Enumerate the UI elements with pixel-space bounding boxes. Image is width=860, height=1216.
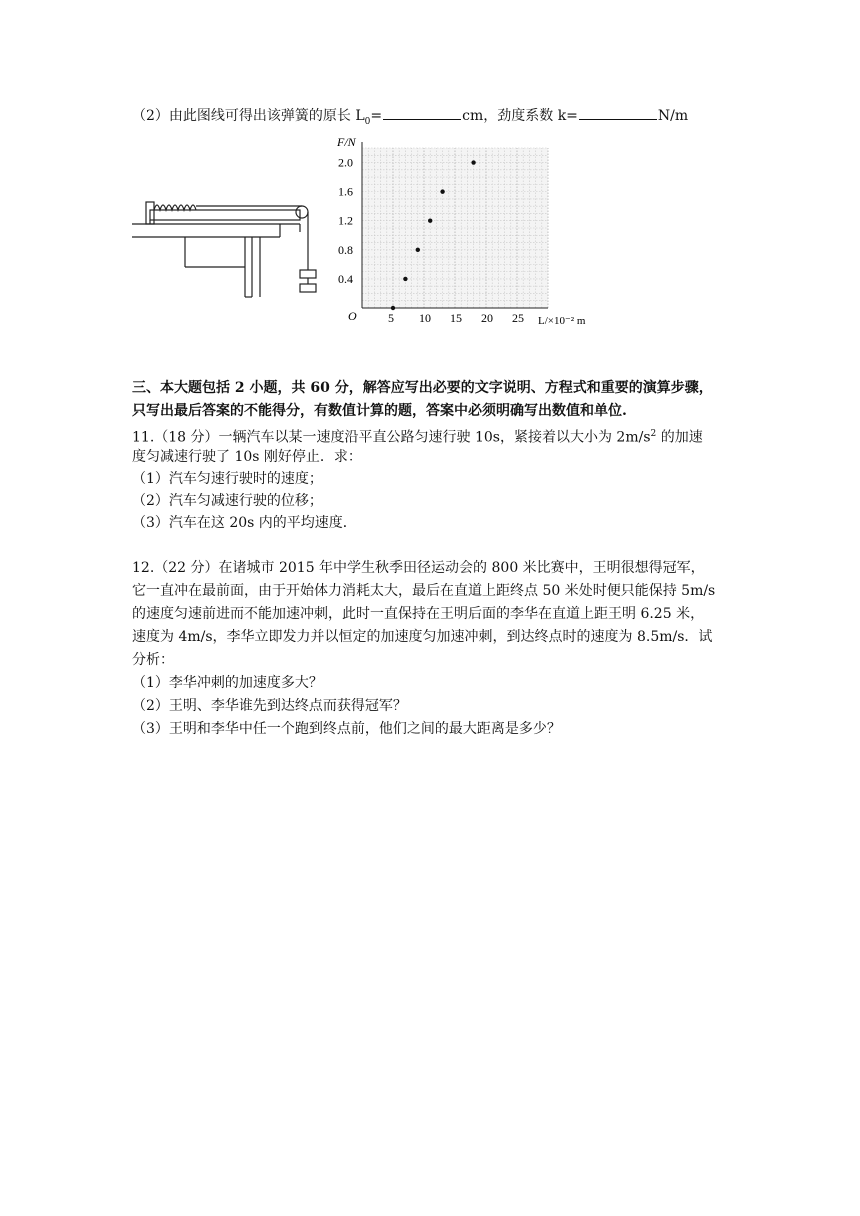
data-point	[416, 248, 420, 252]
y-axis-label: F/N	[337, 135, 356, 149]
q11-part1: （1）汽车匀速行驶时的速度；	[132, 471, 323, 487]
x-tick-labels	[388, 311, 524, 325]
q11-part2: （2）汽车匀减速行驶的位移；	[132, 493, 323, 509]
y-tick-label: 1.2	[338, 213, 353, 228]
y-tick-label: 1.6	[338, 184, 353, 199]
answer-blank-k	[579, 107, 657, 120]
q12-part3: （3）王明和李华中任一个跑到终点前，他们之间的最大距离是多少？	[132, 721, 561, 737]
spring-apparatus-drawing	[132, 202, 316, 297]
force-length-graph	[336, 135, 586, 327]
spring-experiment-figure	[130, 132, 600, 332]
x-tick-label: 5	[388, 311, 394, 325]
q12-line5: 分析：	[132, 652, 174, 668]
section3-heading-line2: 只写出最后答案的不能得分，有数值计算的题，答案中必须明确写出数值和单位.	[132, 403, 627, 419]
q10-part2-mid: cm，劲度系数 k=	[462, 108, 578, 124]
x-tick-label: 10	[419, 311, 431, 325]
data-point	[428, 219, 432, 223]
q10-part2-suffix: N/m	[657, 108, 689, 124]
section3-heading-line1: 三、本大题包括 2 小题，共 60 分，解答应写出必要的文字说明、方程式和重要的演算步骤，	[132, 380, 713, 396]
q12-part1: （1）李华冲刺的加速度多大？	[132, 675, 323, 691]
q12-line1: 12.（22 分）在诸城市 2015 年中学生秋季田径运动会的 800 米比赛中，王明很想得冠军，	[132, 560, 705, 576]
q10-part2-prefix: （2）由此图线可得出该弹簧的原长 L	[132, 108, 365, 124]
data-point	[471, 160, 475, 164]
y-tick-label: 2.0	[338, 155, 353, 170]
q12-line3: 的速度匀速前进而不能加速冲刺，此时一直保持在王明后面的李华在直道上距王明 6.25 米，	[132, 606, 705, 622]
q10-part2-equals: =	[370, 108, 383, 124]
data-point	[440, 189, 444, 193]
data-point	[391, 306, 395, 310]
x-axis-label: L/×10⁻² m	[538, 315, 586, 327]
y-tick-label: 0.8	[338, 242, 353, 257]
q11-text-b: 的加速	[656, 429, 703, 446]
q10-part2-subscript: 0	[364, 116, 371, 127]
q11-text-a: 11.（18 分）一辆汽车以某一速度沿平直公路匀速行驶 10s，紧接着以大小为 2m/s	[132, 429, 651, 446]
x-tick-label: 25	[512, 311, 524, 325]
q11-line1	[132, 424, 703, 448]
q11-line2: 度匀减速行驶了 10s 刚好停止．求：	[132, 449, 362, 465]
q11-part3: （3）汽车在这 20s 内的平均速度．	[132, 515, 357, 531]
x-tick-label: 20	[481, 311, 493, 325]
q12-line4: 速度为 4m/s，李华立即发力并以恒定的加速度匀加速冲刺，到达终点时的速度为 8.5m/s．试	[132, 629, 713, 645]
q12-line2: 它一直冲在最前面，由于开始体力消耗太大，最后在直道上距终点 50 米处时便只能保持 5m/s	[132, 583, 716, 599]
q11-superscript: 2	[650, 429, 657, 439]
origin-label: O	[348, 309, 357, 323]
data-point	[403, 277, 407, 281]
q10-part2-line	[132, 106, 688, 132]
q12-part2: （2）王明、李华谁先到达终点而获得冠军？	[132, 698, 407, 714]
y-tick-labels	[338, 156, 353, 286]
y-tick-label: 0.4	[338, 271, 353, 286]
x-tick-label: 15	[450, 311, 462, 325]
answer-blank-length	[383, 107, 461, 120]
